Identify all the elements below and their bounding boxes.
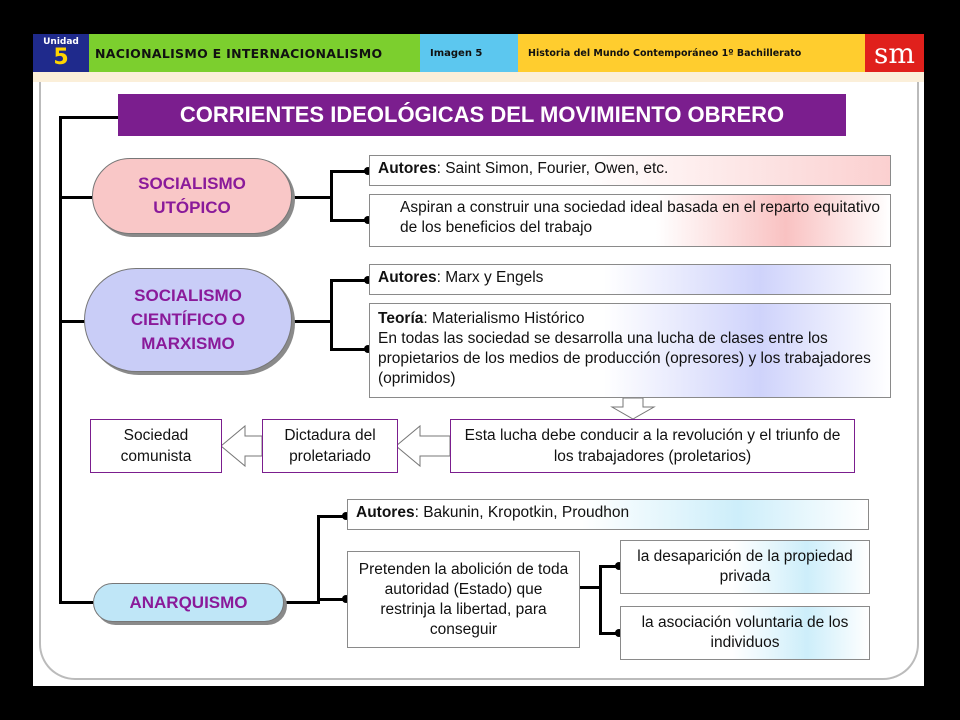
left-arrow-1 [396,426,450,466]
utopico-label-1: SOCIALISMO [138,174,246,193]
flow-step1-text: Esta lucha debe conducir a la revolución y el triunfo de los trabajadores (proletarios) [464,427,841,465]
cientifico-label-2: CIENTÍFICO O [130,310,246,329]
utopico-authors: : Saint Simon, Fourier, Owen, etc. [436,160,669,177]
utopico-label-2: UTÓPICO [153,198,231,217]
anarquismo-authors-box [347,499,869,530]
utopico-authors-label: Autores [378,160,437,177]
anarquismo-label: ANARQUISMO [129,592,248,612]
cientifico-authors: : Marx y Engels [436,269,544,286]
cientifico-authors-label: Autores [378,269,437,286]
cientifico-theory: : Materialismo Histórico [423,310,585,327]
anarquismo-goal1-box [620,540,870,594]
unit-label: Unidad [43,36,79,47]
topic-label: NACIONALISMO E INTERNACIONALISMO [89,34,420,72]
utopico-aim: Aspiran a construir una sociedad ideal basada en el reparto equitativo de los beneficios del trabajo [400,199,880,236]
cientifico-theory-text: En todas las sociedad se desarrolla una lucha de clases entre los propietarios de los medios de producción (opresores) y los trabajadores (oprimidos) [378,330,871,387]
anarquismo-goal2-box [620,606,870,660]
flow-step-dictadura [262,419,398,473]
flow-step3-text: Sociedad comunista [120,427,192,465]
publisher-logo: sm [865,34,924,72]
cientifico-theory-label: Teoría [378,310,424,327]
cientifico-pill [84,268,292,372]
unit-number: 5 [53,44,69,70]
anarquismo-pill [93,583,284,622]
anarquismo-authors: : Bakunin, Kropotkin, Proudhon [414,504,630,521]
cientifico-label-3: MARXISMO [141,334,235,353]
utopico-aim-box [369,194,891,247]
flow-step-comunista [90,419,222,473]
image-label: Imagen 5 [420,34,518,72]
anarquismo-goal2: la asociación voluntaria de los individuos [641,614,849,651]
anarquismo-authors-label: Autores [356,504,415,521]
left-arrow-2 [221,426,262,466]
flow-step2-text: Dictadura del proletariado [284,427,376,465]
cientifico-theory-box [369,303,891,398]
utopico-authors-box [369,155,891,186]
anarquismo-goal1: la desaparición de la propiedad privada [637,548,853,585]
page-title: CORRIENTES IDEOLÓGICAS DEL MOVIMIENTO OBRERO [118,94,846,136]
anarquismo-aim-box [347,551,580,648]
utopico-pill [92,158,292,234]
cientifico-label-1: SOCIALISMO [134,286,242,305]
anarquismo-aim: Pretenden la abolición de toda autoridad (Estado) que restrinja la libertad, para conseguir [358,560,569,638]
course-label: Historia del Mundo Contemporáneo 1º Bachillerato [518,34,865,72]
down-arrow [612,398,654,419]
cientifico-authors-box [369,264,891,295]
flow-step-revolution [450,419,855,473]
